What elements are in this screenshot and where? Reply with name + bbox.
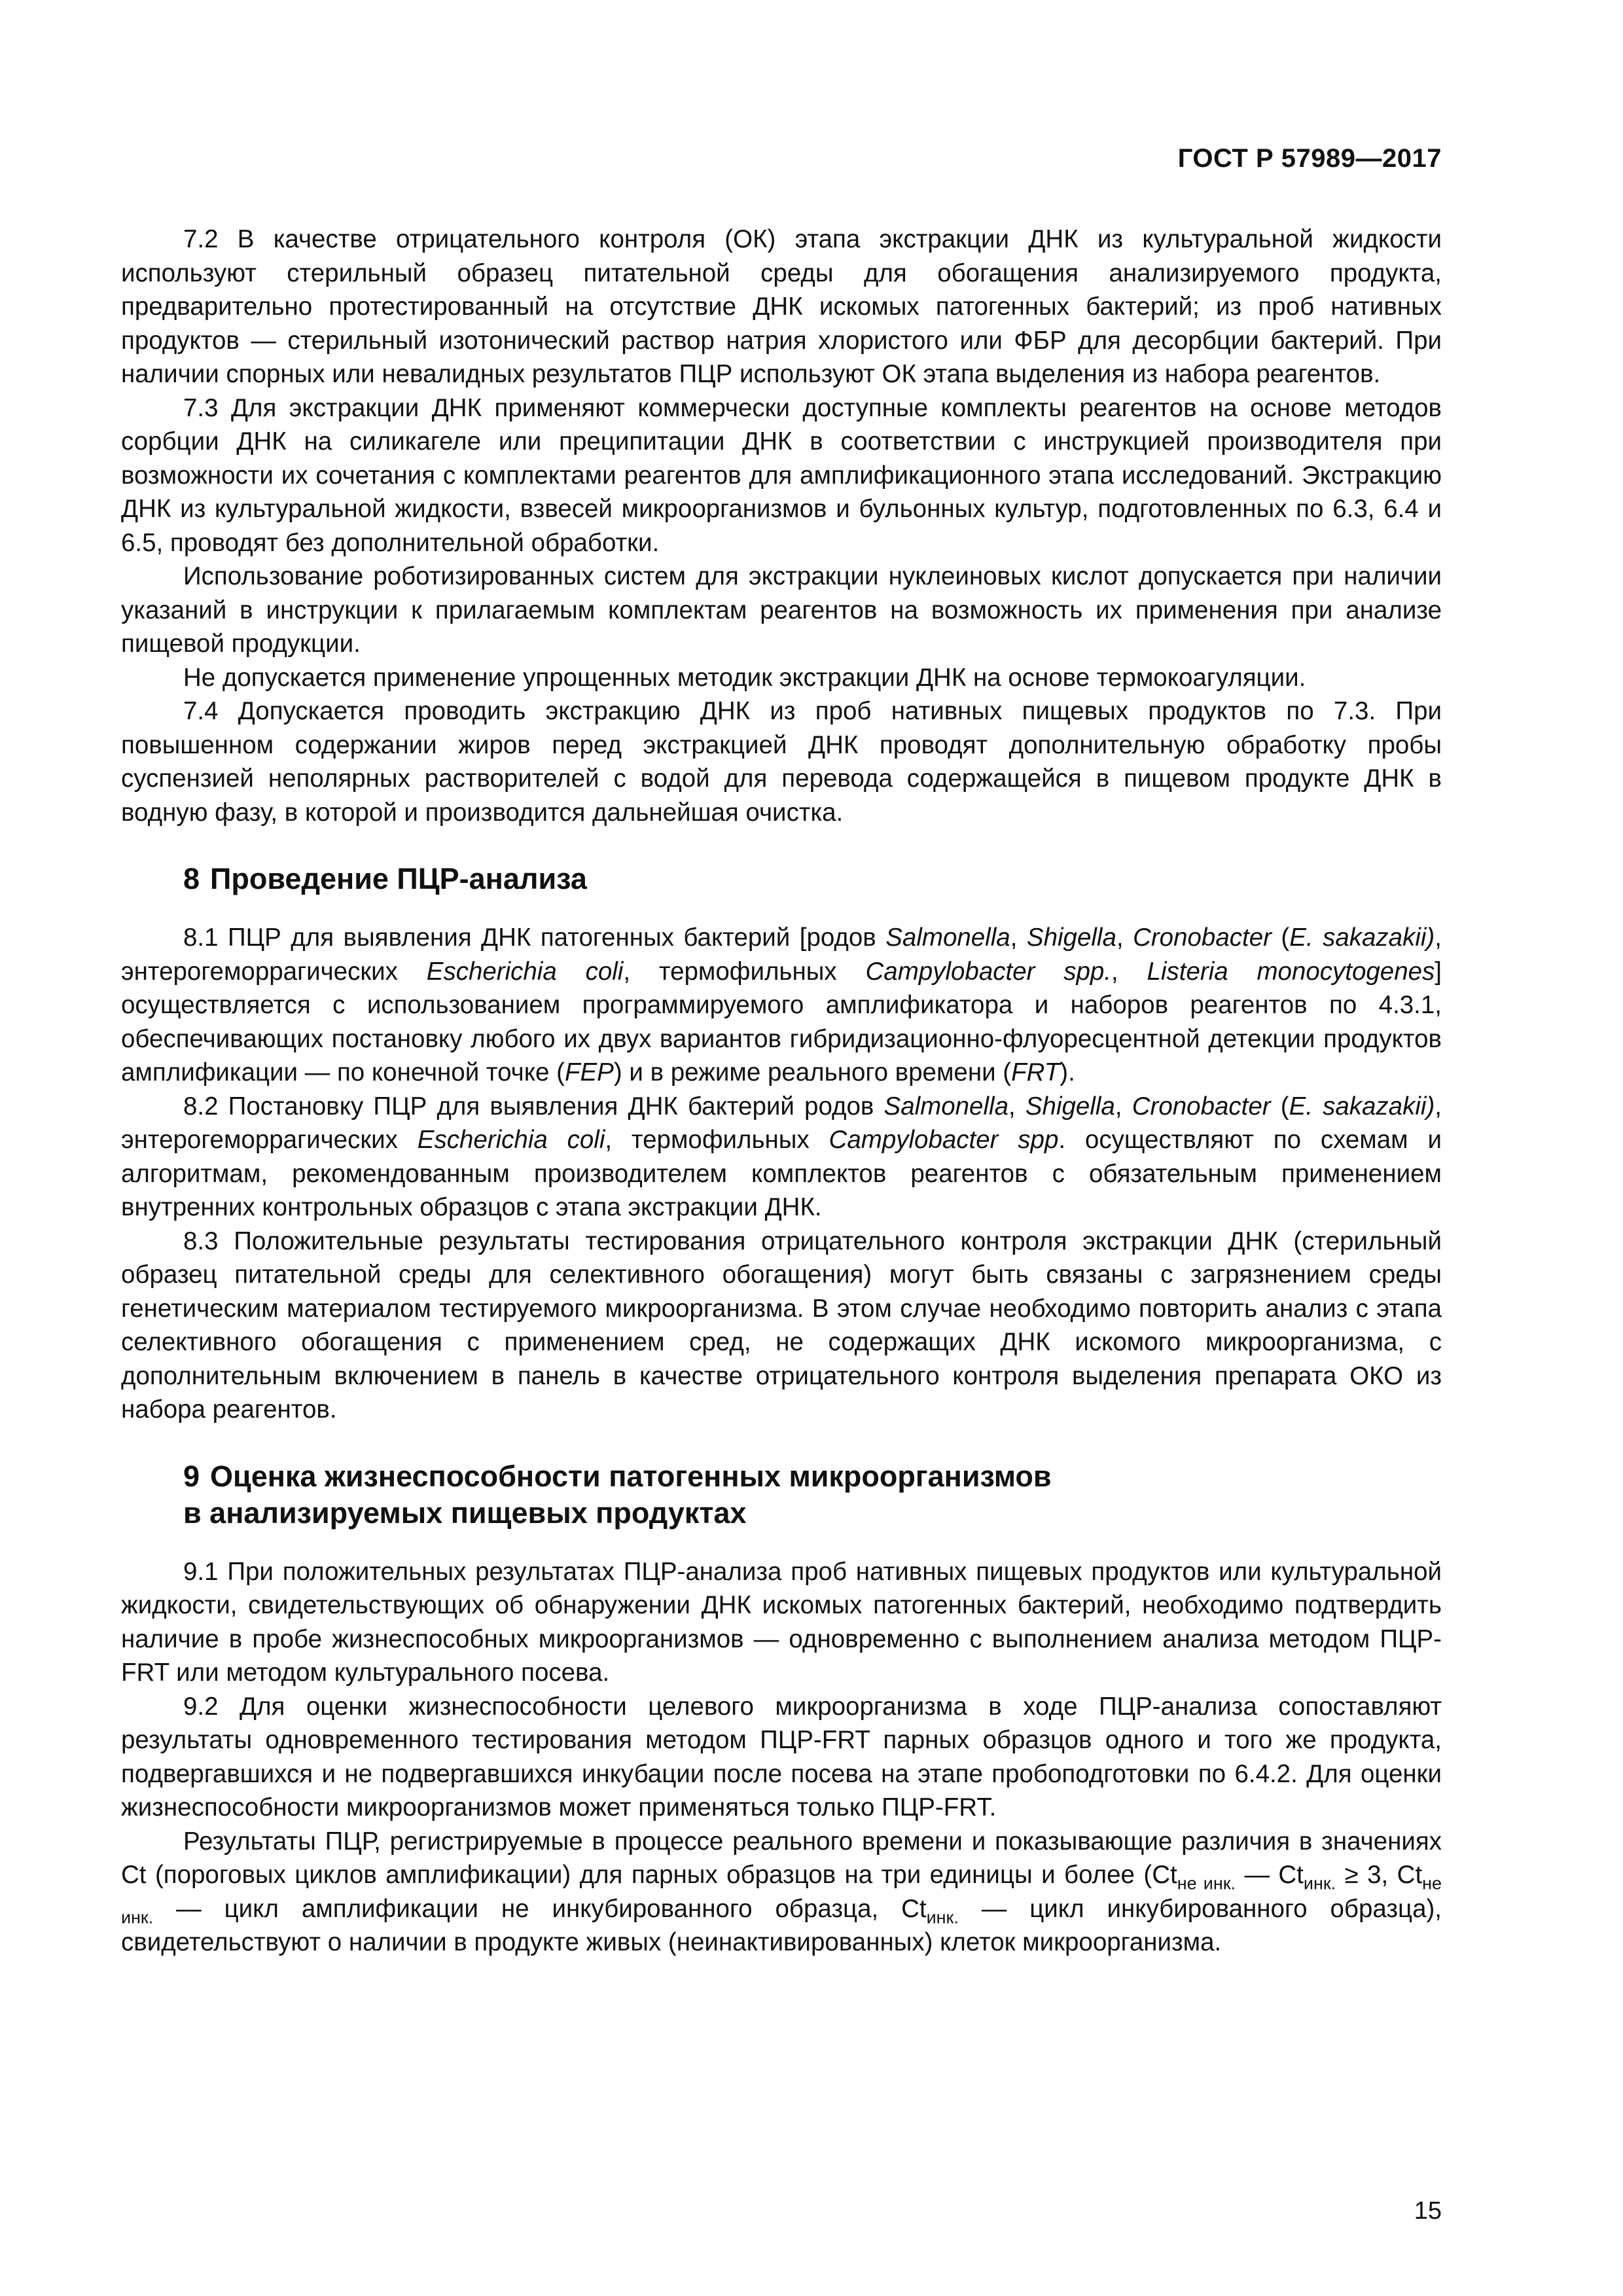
paragraph-7-2: 7.2 В качестве отрицательного контроля (ОК) этапа экстракции ДНК из культуральной жидкости используют стерильный образец питательной среды для обогащения анализируемого продукта, предварительно протестированный на отсутствие ДНК искомых патогенных бактерий; из проб нативных продуктов — стерильный изотонический раствор натрия хлористого или ФБР для десорбции бактерий. При наличии спорных или невалидных результатов ПЦР используют ОК этапа выделения из набора реагентов. — [121, 225, 1442, 388]
section-9-heading — [183, 1458, 1442, 1532]
paragraph-8-3: 8.3 Положительные результаты тестирования отрицательного контроля экстракции ДНК (стерильный образец питательной среды для селективного обогащения) могут быть связаны с загрязнением среды генетическим материалом тестируемого микроорганизма. В этом случае необходимо повторить анализ с этапа селективного обогащения с применением сред, не содержащих ДНК искомого микроорганизма, с дополнительным включением в панель в качестве отрицательного контроля выделения препарата ОКО из набора реагентов. — [121, 1227, 1442, 1424]
section-9-title-line1: Оценка жизнеспособности патогенных микроорганизмов — [210, 1459, 1052, 1493]
document-body — [121, 223, 1442, 1960]
paragraph-9-2: 9.2 Для оценки жизнеспособности целевого микроорганизма в ходе ПЦР-анализа сопоставляют результаты одновременного тестирования методом ПЦР-FRT парных образцов одного и того же продукта, подвергавшихся и не подвергавшихся инкубации после посева на этапе пробоподготовки по 6.4.2. Для оценки жизнеспособности микроорганизмов может применяться только ПЦР-FRT. — [121, 1692, 1442, 1821]
paragraph-7-4: 7.4 Допускается проводить экстракцию ДНК из проб нативных пищевых продуктов по 7.3. При повышенном содержании жиров перед экстракцией ДНК проводят дополнительную обработку пробы суспензией неполярных растворителей с водой для перевода содержащейся в пищевом продукте ДНК в водную фазу, в которой и производится дальнейшая очистка. — [121, 697, 1442, 827]
section-8-number: 8 — [183, 862, 200, 895]
section-8-heading — [183, 861, 1442, 897]
section-9-title-line2: в анализируемых пищевых продуктах — [183, 1496, 747, 1530]
paragraph-9-1: 9.1 При положительных результатах ПЦР-анализа проб нативных пищевых продуктов или культуральной жидкости, свидетельствующих об обнаружении ДНК искомых патогенных бактерий, необходимо подтвердить наличие в пробе жизнеспособных микроорганизмов — одновременно с выполнением анализа методом ПЦР-FRT или методом культурального посева. — [121, 1557, 1442, 1687]
paragraph-8-2: 8.2 Постановку ПЦР для выявления ДНК бактерий родов Salmonella, Shigella, Cronobacter (E. sakazakii), энтерогеморрагических Escherichia coli, термофильных Campylobacter spp. осуществляют по схемам и алгоритмам, рекомендованным производителем комплектов реагентов с обязательным применением внутренних контрольных образцов с этапа экстракции ДНК. — [121, 1092, 1442, 1221]
document-page — [121, 144, 1442, 2225]
standard-designation: ГОСТ Р 57989—2017 — [1177, 144, 1442, 173]
paragraph-7-3-robotic: Использование роботизированных систем для экстракции нуклеиновых кислот допускается при наличии указаний в инструкции к прилагаемым комплектам реагентов на возможность их применения при анализе пищевой продукции. — [121, 562, 1442, 658]
paragraph-7-3: 7.3 Для экстракции ДНК применяют коммерчески доступные комплекты реагентов на основе методов сорбции ДНК на силикагеле или преципитации ДНК в соответствии с инструкцией производителя при возможности их сочетания с комплектами реагентов для амплификационного этапа исследований. Экстракцию ДНК из культуральной жидкости, взвесей микроорганизмов и бульонных культур, подготовленных по 6.3, 6.4 и 6.5, проводят без дополнительной обработки. — [121, 393, 1442, 557]
paragraph-9-2-ct-criteria: Результаты ПЦР, регистрируемые в процессе реального времени и показывающие различия в значениях Ct (пороговых циклов амплификации) для парных образцов на три единицы и более ($Ct_{не инк.}$ — $Ct_{инк.} \ge 3$, $Ct_{не инк.}$ — цикл амплификации не инкубированного образца, $Ct_{инк.}$ — цикл инкубированного образца), свидетельствуют о наличии в продукте живых (неинактивированных) клеток микроорганизма. — [121, 1827, 1442, 1956]
paragraph-7-3-restriction: Не допускается применение упрощенных методик экстракции ДНК на основе термокоагуляции. — [183, 663, 1306, 692]
section-8-title: Проведение ПЦР-анализа — [210, 862, 587, 895]
page-number: 15 — [1414, 2197, 1442, 2225]
paragraph-8-1: 8.1 ПЦР для выявления ДНК патогенных бактерий [родов Salmonella, Shigella, Cronobacter (E. sakazakii), энтерогеморрагических Escherichia coli, термофильных Campylobacter spp., Listeria monocytogenes] осуществляется с использованием программируемого амплификатора и наборов реагентов по 4.3.1, обеспечивающих постановку любого их двух вариантов гибридизационно-флуоресцентной детекции продуктов амплификации — по конечной точке (FEP) и в режиме реального времени (FRT). — [121, 924, 1442, 1086]
section-9-number: 9 — [183, 1459, 200, 1493]
